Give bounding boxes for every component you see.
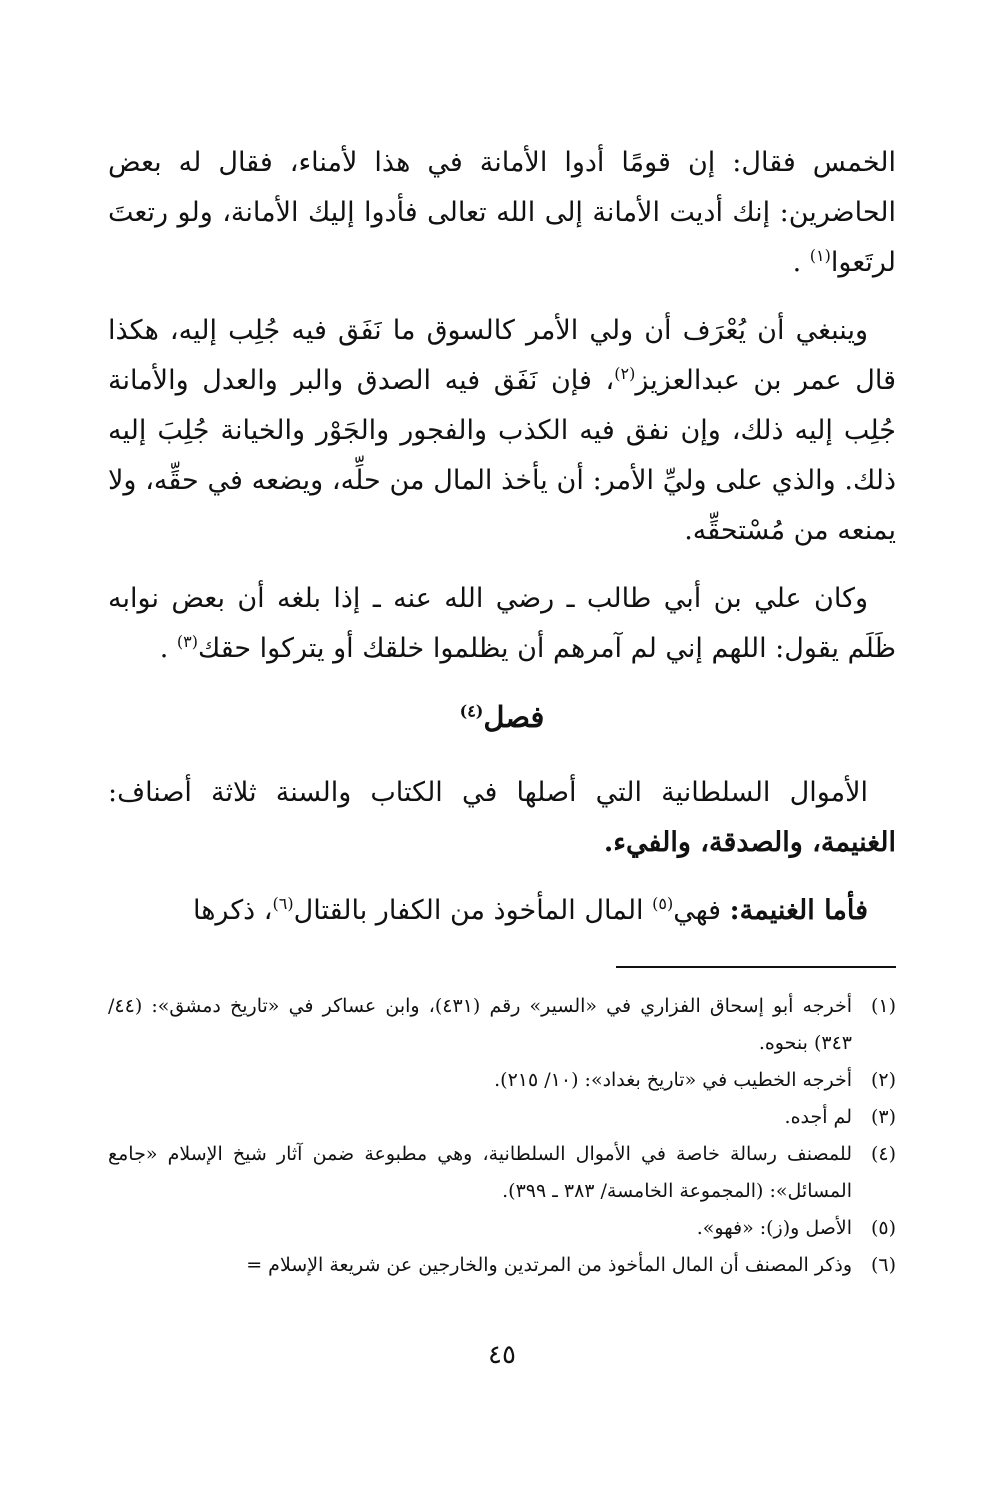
paragraph-1 <box>108 138 896 288</box>
footnote-2 <box>108 1062 896 1099</box>
footnote-number: (٢) <box>870 1069 896 1091</box>
footnote-ref: (١) <box>809 246 831 265</box>
footnote-ref: (٤) <box>459 701 484 721</box>
main-text <box>108 138 896 954</box>
section-heading <box>108 692 896 742</box>
paragraph-tail: . <box>792 247 810 278</box>
footnote-text: الأصل و(ز): «فهو». <box>696 1217 852 1239</box>
footnote-number: (٥) <box>870 1217 896 1239</box>
paragraph-tail: . <box>159 633 177 664</box>
footnote-text: أخرجه أبو إسحاق الفزاري في «السير» رقم (٤٣١)، وابن عساكر في «تاريخ دمشق»: (٤٤/ ٣٤٣) بنحوه. <box>108 995 852 1054</box>
footnote-1 <box>108 988 896 1062</box>
paragraph-text: وكان علي بن أبي طالب ـ رضي الله عنه ـ إذا بلغه أن بعض نوابه ظَلَم يقول: اللهم إني لم آمرهم أن يظلموا خلقك أو يتركوا حقك <box>108 583 896 664</box>
footnote-text: للمصنف رسالة خاصة في الأموال السلطانية، وهي مطبوعة ضمن آثار شيخ الإسلام «جامع المسائل»: (المجموعة الخامسة/ ٣٨٣ ـ ٣٩٩). <box>108 1143 852 1202</box>
heading-text: فصل <box>483 700 545 734</box>
footnote-number: (٤) <box>870 1143 896 1165</box>
page-number: ٤٥ <box>488 1340 516 1370</box>
footnote-text: لم أجده. <box>784 1106 852 1128</box>
footnote-ref: (٦) <box>272 894 294 913</box>
footnote-number: (٦) <box>870 1254 896 1276</box>
paragraph-4 <box>108 768 896 868</box>
paragraph-2 <box>108 306 896 556</box>
paragraph-3 <box>108 574 896 674</box>
categories-text: الغنيمة، والصدقة، والفيء. <box>603 827 896 858</box>
footnote-separator <box>616 966 896 968</box>
paragraph-tail: ، فإن نَفَق فيه الصدق والبر والعدل والأمانة جُلِب إليه ذلك، وإن نفق فيه الكذب والفجور والجَوْر والخيانة جُلِبَ إليه ذلك. والذي على وليِّ الأمر: أن يأخذ المال من حلِّه، ويضعه في حقِّه، ولا يمنعه من مُسْتحقِّه. <box>108 365 896 546</box>
footnote-5 <box>108 1210 896 1247</box>
mid-text: المال المأخوذ من الكفار بالقتال <box>293 895 653 926</box>
end-text: ، ذكرها <box>192 895 273 926</box>
footnote-4 <box>108 1136 896 1210</box>
intro-text: الأموال السلطانية التي أصلها في الكتاب والسنة ثلاثة أصناف: <box>108 777 868 808</box>
footnotes-list <box>108 988 896 1284</box>
footnote-ref: (٥) <box>652 894 674 913</box>
lead-bold-text: فأما الغنيمة: <box>729 895 868 926</box>
footnote-number: (١) <box>870 995 896 1017</box>
lead-text: فهي <box>673 895 730 926</box>
paragraph-5 <box>108 886 896 936</box>
footnote-ref: (٢) <box>614 364 636 383</box>
footnote-ref: (٣) <box>176 632 198 651</box>
footnote-text: أخرجه الخطيب في «تاريخ بغداد»: (١٠/ ٢١٥). <box>494 1069 852 1091</box>
footnote-text: وذكر المصنف أن المال المأخوذ من المرتدين والخارجين عن شريعة الإسلام = <box>246 1254 852 1276</box>
footnote-number: (٣) <box>870 1106 896 1128</box>
paragraph-text: الخمس فقال: إن قومًا أدوا الأمانة في هذا لأمناء، فقال له بعض الحاضرين: إنك أديت الأمانة إلى الله تعالى فأدوا إليك الأمانة، ولو رتعتَ لرتَعوا <box>108 147 896 278</box>
paragraph-text: وينبغي أن يُعْرَف أن ولي الأمر كالسوق ما نَفَق فيه جُلِب إليه، هكذا قال عمر بن عبدالعزيز <box>108 315 896 396</box>
footnote-6 <box>108 1247 896 1284</box>
footnote-3 <box>108 1099 896 1136</box>
